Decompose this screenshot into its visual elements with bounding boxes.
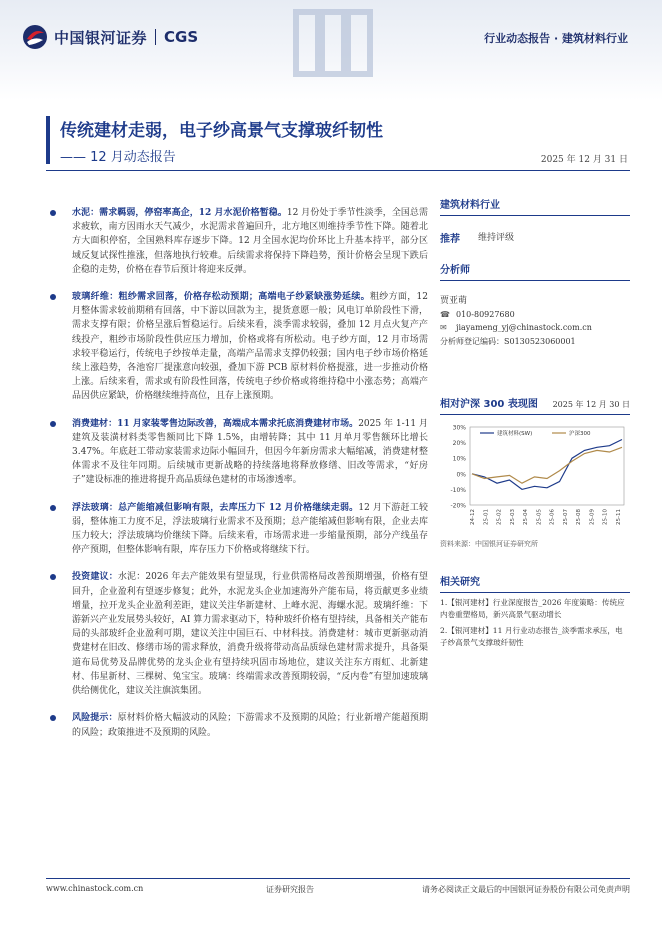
- footer-website[interactable]: www.chinastock.com.cn: [46, 884, 144, 893]
- bullet-dot-icon: [50, 715, 56, 721]
- analyst-block: [440, 261, 630, 347]
- legend-label: 建筑材料(SW): [497, 431, 533, 437]
- analyst-email[interactable]: [440, 323, 630, 332]
- logo-mark-icon: [22, 24, 48, 50]
- main-content: [46, 206, 428, 753]
- plot-frame: [470, 427, 624, 505]
- series-line: [472, 440, 622, 490]
- bullet-heading: 玻璃纤维：粗纱需求回落，价格存松动预期；高端电子纱紧缺涨势延续。: [72, 292, 370, 303]
- y-tick-label: 10%: [452, 455, 466, 463]
- x-tick-label: 25-10: [602, 509, 609, 525]
- report-type-tag: 行业动态报告 · 建筑材料行业: [484, 32, 628, 45]
- bullet-dot-icon: [50, 421, 56, 427]
- header-decoration: [288, 4, 378, 82]
- industry-title: 建筑材料行业: [440, 196, 630, 216]
- title-accent-bar: [46, 116, 50, 164]
- related-research: [440, 573, 630, 649]
- report-title: 传统建材走弱，电子纱高景气支撑玻纤韧性: [60, 121, 383, 141]
- rating-label: 推荐: [440, 234, 460, 245]
- x-tick-label: 25-09: [589, 509, 596, 525]
- x-tick-label: 25-03: [509, 509, 516, 525]
- bullet-heading: 投资建议：: [72, 572, 118, 583]
- related-title: 相关研究: [440, 573, 630, 593]
- y-tick-label: 20%: [452, 440, 466, 448]
- rating-row: [440, 230, 630, 245]
- phone-icon: ☎: [440, 310, 450, 319]
- phone-number: 010-80927680: [456, 310, 515, 319]
- footer-disclaimer: 请务必阅读正文最后的中国银河证券股份有限公司免责声明: [422, 885, 630, 894]
- bullet-float-glass: [46, 501, 428, 558]
- company-logo[interactable]: [22, 24, 198, 50]
- logo-divider: [155, 29, 156, 45]
- footer-divider: [46, 878, 630, 879]
- x-tick-label: 25-07: [562, 509, 569, 525]
- bullet-dot-icon: [50, 294, 56, 300]
- x-tick-label: 24-12: [470, 509, 476, 525]
- chart-source: 资料来源：中国银河证券研究所: [440, 540, 538, 548]
- bullet-body: 12 月下游赶工较弱，整体施工力度不足，浮法玻璃行业需求不及预期；总产能缩减但影响有限，企业去库压力较大；浮法玻璃均价继续下降。后续来看，市场需求进一步缩量预期，部分产线虽存停产预期，但整体影响有限，库存压力下价格或将继续下行。: [72, 502, 428, 556]
- x-tick-label: 25-01: [483, 509, 490, 525]
- rating-value: 维持评级: [478, 233, 515, 243]
- bullet-dot-icon: [50, 210, 56, 216]
- sidebar: [440, 196, 630, 649]
- chart-header: [440, 395, 630, 415]
- bullet-glass-fiber: [46, 290, 428, 404]
- analyst-phone: [440, 310, 630, 319]
- x-tick-label: 25-02: [496, 509, 503, 525]
- related-item[interactable]: 2.【银河建材】11 月行业动态报告_淡季需求承压，电子纱高景气支撑玻纤韧性: [440, 626, 623, 647]
- logo-text-cn: 中国银河证券: [54, 28, 148, 47]
- chart-title: 相对沪深 300 表现图: [440, 399, 538, 410]
- y-tick-label: -20%: [450, 502, 466, 510]
- cert-number: 分析师登记编码：S0130523060001: [440, 337, 576, 346]
- y-tick-label: -10%: [450, 486, 466, 494]
- analyst-name: 贾亚萌: [440, 296, 468, 306]
- analyst-title: 分析师: [440, 261, 630, 281]
- y-tick-label: 0%: [456, 471, 466, 479]
- report-subtitle: —— 12 月动态报告: [60, 150, 176, 165]
- bullet-dot-icon: [50, 505, 56, 511]
- bullet-heading: 消费建材：11 月家装零售边际改善，高端成本需求托底消费建材市场。: [72, 418, 359, 429]
- bullet-body: 2025 年 1-11 月建筑及装潢材料类零售额同比下降 1.5%，由增转降；其中 11 月单月零售额环比增长 3.47%。年底赶工带动家装需求边际小幅回升，但因今年新房需求大幅缩减，消费建材整体需求不及往年同期。后续城市更新战略的持续落地将释放修缮、旧改等需求，“好房子”建设标准的推进将提升高品质绿色建材的市场渗透率。: [72, 418, 428, 486]
- x-tick-label: 25-11: [616, 509, 622, 525]
- bullet-risk-warning: [46, 711, 428, 739]
- logo-text-en: CGS: [164, 28, 199, 46]
- x-tick-label: 25-05: [536, 509, 543, 525]
- series-line: [472, 447, 622, 483]
- email-address[interactable]: jiayameng_yj@chinastock.com.cn: [456, 323, 592, 332]
- bullet-heading: 浮法玻璃：总产能缩减但影响有限，去库压力下 12 月价格继续走弱。: [72, 502, 359, 513]
- performance-chart-block: [440, 395, 630, 549]
- x-tick-label: 25-06: [549, 509, 556, 525]
- bullet-heading: 水泥：需求羁弱，停窑率高企，12 月水泥价格暂稳。: [72, 208, 287, 218]
- title-divider: [46, 170, 630, 171]
- y-tick-label: 30%: [452, 424, 466, 432]
- analyst-cert: [440, 336, 630, 347]
- footer-center-label: 证券研究报告: [266, 885, 314, 894]
- report-date: 2025 年 12 月 31 日: [540, 155, 628, 165]
- bullet-body: 水泥：2026 年去产能效果有望显现，行业供需格局改善预期增强，价格有望回升，企业盈利有望逐步修复；此外，水泥龙头企业加速海外产能布局，将贡献更多业绩增量，拉开龙头企业盈利差距，建议关注华新建材、上峰水泥、海螺水泥。玻璃纤维：下游新兴产业发展势头较好，AI 算力需求驱动下，特种玻纤价格有望持续，具备相关产能布局的头部玻纤企业盈利可期，建议关注中国巨石、中材科技。消费建材：城市更新驱动消费建材在旧改、修缮市场的需求释放，消费升级将带动高品质绿色建材需求提升，具备渠道布局优势及品牌优势的龙头企业有望持续巩固市场地位，建议关注东方雨虹、北新建材、伟星新材、三棵树、兔宝宝。玻璃：终端需求改善预期较弱，“反内卷”有望加速玻璃供给侧优化，建议关注旗滨集团。: [72, 572, 428, 697]
- chart-date: 2025 年 12 月 30 日: [552, 400, 630, 409]
- x-tick-label: 25-04: [523, 509, 530, 525]
- bullet-consumer-materials: [46, 417, 428, 488]
- bullet-heading: 风险提示：: [72, 713, 118, 724]
- legend-label: 沪深300: [569, 431, 591, 437]
- bullet-investment-advice: [46, 570, 428, 698]
- performance-chart: [440, 419, 630, 537]
- bullet-body: 粗纱方面，12 月整体需求较前期稍有回落，中下游以回款为主，提货意愿一般；风电订单阶段性下滑，需求支撑有限；价格呈涨后暂稳运行。后续来看，淡季需求较弱，叠加 12 月点火复产产线投产，粗纱市场阶段性供应压力增加，价格或将有所松动。电子纱方面，12 月市场需求较平稳运行，传统电子纱按单走量，高端产品需求支撑仍较强；国内电子纱市场价格延续上涨趋势，各池窑厂提涨意向较强，叠加下游 PCB 原材料价格提涨，进一步推动价格上涨。后续来看，需求或有阶段性回落，传统电子纱价格或将维持稳中小涨态势；高端产品因供应紧缺，价格继续维持高位，且存上涨预期。: [72, 292, 428, 402]
- bullet-body: 原材料价格大幅波动的风险；下游需求不及预期的风险；行业新增产能超预期的风险；政策推进不及预期的风险。: [72, 713, 428, 738]
- email-icon: ✉: [440, 323, 447, 332]
- bullet-body: 12 月份处于季节性淡季，全国总需求疲软，南方因雨水天气减少，水泥需求普遍回升，北方地区则维持季节性下降。随着北方大面积停窑，全国熟料库存逐步下降。12 月全国水泥均价环比上升基本持平，部分区域反复试探性推涨，但落地执行较难。后续需求将保持下降趋势，预计价格会呈现下跌后企稳的走势，价格在春节后预计将迎来反弹。: [72, 208, 428, 275]
- related-item[interactable]: 1.【银河建材】行业深度报告_2026 年度策略：传统应内卷重塑格局，新兴高景气驱动增长: [440, 598, 625, 619]
- bullet-dot-icon: [50, 574, 56, 580]
- x-tick-label: 25-08: [576, 509, 583, 525]
- bullet-cement: [46, 206, 428, 277]
